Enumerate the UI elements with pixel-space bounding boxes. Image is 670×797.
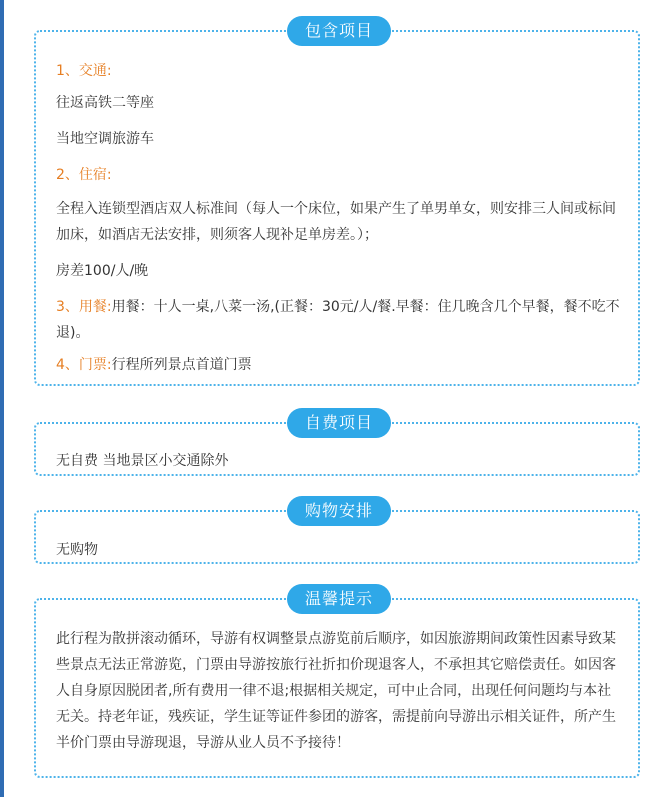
transport-label: 1、交通: [56,63,112,79]
self-paid-text: 无自费 当地景区小交通除外 [56,453,229,469]
meals-desc: 用餐：十人一桌,八菜一汤,(正餐：30元/人/餐.早餐：住几晚含几个早餐，餐不吃不退)。 [56,299,620,341]
tips-text: 此行程为散拼滚动循环，导游有权调整景点游览前后顺序，如因旅游期间政策性因素导致某些景点无法正常游览，门票由导游按旅行社折扣价现退客人，不承担其它赔偿责任。如因客人自身原因脱团者,所有费用一律不退;根据相关规定，可中止合同，出现任何问题均与本社无关。持老年证，残疾证，学生证等证件参团的游客，需提前向导游出示相关证件，所产生半价门票由导游现退，导游从业人员不予接待！ [56,631,616,751]
meals-label: 3、用餐: [56,299,112,315]
transport-line-2: 当地空调旅游车 [56,131,154,147]
tickets-item [56,352,620,378]
shopping-title: 购物安排 [287,496,391,526]
lodging-desc: 全程入连锁型酒店双人标准间（每人一个床位，如果产生了单男单女，则安排三人间或标间加床，如酒店无法安排，则须客人现补足单房差。）； [56,201,616,243]
self-paid-content [56,448,620,474]
tips-title: 温馨提示 [287,584,391,614]
tickets-desc: 行程所列景点首道门票 [111,357,252,373]
lodging-price: 房差100/人/晚 [56,263,149,279]
tips-content [56,626,620,756]
meals-item [56,294,620,346]
included-title: 包含项目 [287,16,391,46]
tips-section [34,598,640,778]
shopping-content [56,537,620,563]
left-edge-bar [0,0,4,797]
transport-line-1: 往返高铁二等座 [56,95,154,111]
lodging-label: 2、住宿: [56,167,112,183]
self-paid-title: 自费项目 [287,408,391,438]
included-section [34,30,640,386]
included-content [56,58,620,384]
shopping-text: 无购物 [56,542,98,558]
tickets-label: 4、门票: [56,357,112,373]
